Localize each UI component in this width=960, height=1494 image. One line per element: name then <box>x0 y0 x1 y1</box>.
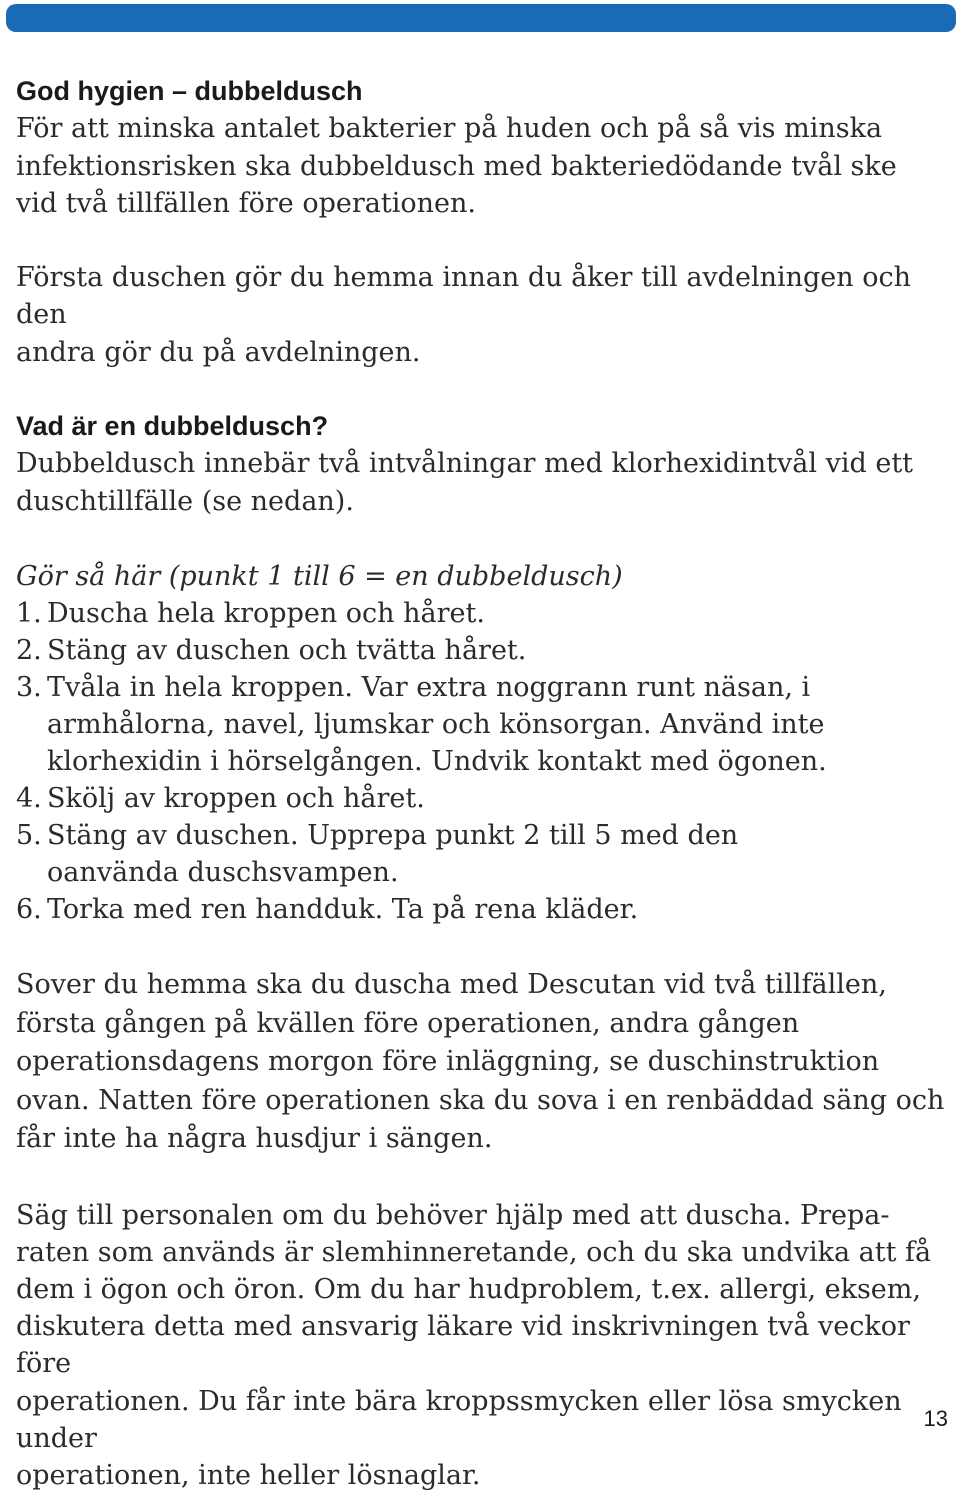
heading-god-hygien: God hygien – dubbeldusch <box>16 72 946 110</box>
list-item: 3. Tvåla in hela kroppen. Var extra noggrann runt näsan, i armhålorna, navel, ljumskar och könsorgan. Använd inte klorhexidin i hörselgången. Undvik kontakt med ögonen. <box>16 669 946 780</box>
home-shower-paragraph: Sover du hemma ska du duscha med Descutan vid två tillfällen, första gången på kvällen före operationen, andra gången operationsdagens morgon före inläggning, se duschinstruktion ovan. Natten före operationen ska du sova i en renbäddad säng och får inte ha några husdjur i sängen. <box>16 966 946 1159</box>
list-item: 6. Torka med ren handduk. Ta på rena kläder. <box>16 891 946 928</box>
list-item: 4. Skölj av kroppen och håret. <box>16 780 946 817</box>
intro-paragraph: För att minska antalet bakterier på huden och på så vis minska infektionsrisken ska dubbeldusch med bakteriedödande tvål ske vid två tillfällen före operationen. <box>16 110 946 223</box>
list-item: 2. Stäng av duschen och tvätta håret. <box>16 632 946 669</box>
page-number: 13 <box>924 1406 948 1432</box>
steps-lead: Gör så här (punkt 1 till 6 = en dubbeldusch) <box>16 558 946 595</box>
definition-paragraph: Dubbeldusch innebär två intvålningar med klorhexidintvål vid ett duschtillfälle (se nedan). <box>16 445 946 520</box>
first-shower-paragraph: Första duschen gör du hemma innan du åker till avdelningen och den andra gör du på avdelningen. <box>16 259 946 372</box>
document-body <box>16 72 946 1494</box>
staff-help-paragraph: Säg till personalen om du behöver hjälp med att duscha. Prepa- raten som används är slemhinneretande, och du ska undvika att få dem i ögon och öron. Om du har hudproblem, t.ex. allergi, eksem, diskutera detta med ansvarig läkare vid inskrivningen två veckor före operationen. Du får inte bära kroppssmycken eller lösa smycken under operationen, inte heller lösnaglar. <box>16 1197 946 1494</box>
list-item: 5. Stäng av duschen. Upprepa punkt 2 till 5 med den oanvända duschsvampen. <box>16 817 946 891</box>
header-bar <box>6 4 956 32</box>
steps-list <box>16 595 946 928</box>
list-item: 1. Duscha hela kroppen och håret. <box>16 595 946 632</box>
heading-vad-ar: Vad är en dubbeldusch? <box>16 407 946 445</box>
